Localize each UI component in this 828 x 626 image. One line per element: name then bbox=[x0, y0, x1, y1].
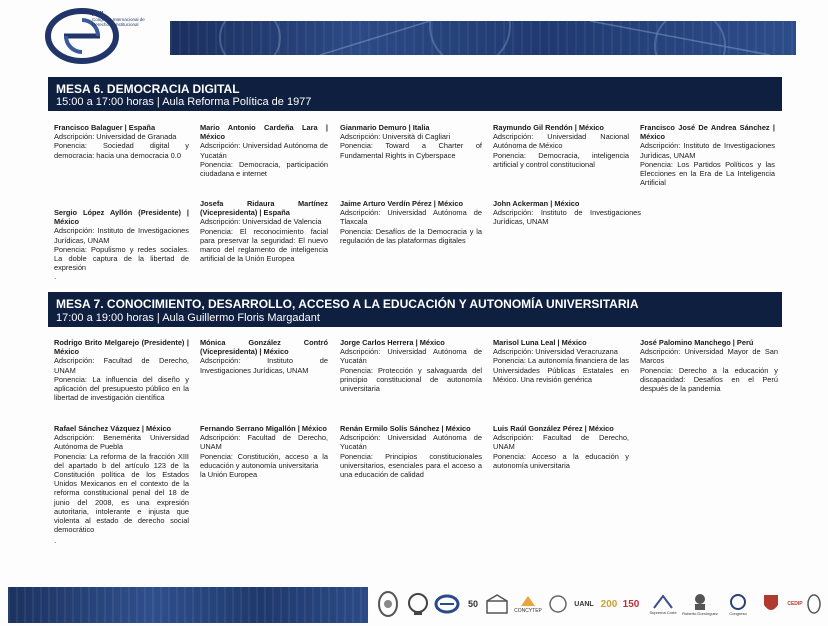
panelist-talk: Ponencia: Los Partidos Políticos y las Elecciones en la Era de La Inteligencia Artificial bbox=[640, 159, 775, 188]
logo-150: 150 bbox=[622, 598, 640, 610]
panelist bbox=[200, 424, 328, 479]
separator-dot: . bbox=[54, 272, 57, 281]
panelist-talk: Ponencia: Toward a Charter of Fundamental Rights in Cyberspace bbox=[340, 141, 482, 160]
logo-50: 50 bbox=[467, 599, 478, 609]
panelist-affiliation: Adscripción: Universidad Autónoma de Yucatán bbox=[340, 347, 482, 366]
logo-caption bbox=[92, 12, 152, 27]
panelist-affiliation: Adscripción: Universidad Autónoma de Yucatán bbox=[200, 141, 328, 160]
header bbox=[0, 0, 828, 70]
logo-unam bbox=[376, 589, 400, 619]
logo-circle bbox=[546, 589, 570, 619]
mesa7-subtitle: 17:00 a 19:00 horas | Aula Guillermo Floris Margadant bbox=[56, 312, 320, 324]
footer-banner bbox=[8, 587, 368, 623]
panelist bbox=[200, 199, 328, 263]
logo-roman: XVI bbox=[92, 11, 104, 18]
panelist bbox=[54, 123, 189, 160]
mesa6-subtitle: 15:00 a 17:00 horas | Aula Reforma Política de 1977 bbox=[56, 96, 312, 108]
logo-cedip: CEDIP bbox=[787, 601, 803, 607]
footer bbox=[0, 583, 828, 626]
panelist-name: Raymundo Gil Rendón | México bbox=[493, 123, 604, 132]
panelist-talk: Ponencia: La reforma de la fracción XIII del apartado b del artículo 123 de la Constitución política de los Estados Unidos Mexicanos en el contexto de la reforma constitucional penal del 18 de junio del 2008, es una expresión autoritaria, intolerante e injusta que violenta al estado de derecho social democrático bbox=[54, 451, 189, 535]
logo-shield bbox=[760, 589, 782, 619]
panelist-affiliation: Adscripción: Facultad de Derecho, UNAM bbox=[54, 356, 189, 375]
panelist bbox=[200, 123, 328, 178]
logo-building bbox=[484, 589, 510, 619]
panelist-talk: Ponencia: Desafíos de la Democracia y la regulación de las plataformas digitales bbox=[340, 226, 482, 245]
panelist-talk: Ponencia: Sociedad digital y democracia: hacia una democracia 0.0 bbox=[54, 141, 189, 160]
panelist bbox=[200, 338, 328, 375]
panelist bbox=[493, 338, 629, 384]
panelist-talk: Ponencia: Democracia, inteligencia artificial y control constitucional bbox=[493, 150, 629, 169]
logo-concytep-label: CONCYTEP bbox=[514, 608, 542, 614]
mesa6-header bbox=[48, 77, 782, 111]
header-banner bbox=[170, 21, 796, 55]
panelist-name: Mónica González Contró (Vicepresidenta) | México bbox=[200, 338, 328, 357]
panelist-name: John Ackerman | México bbox=[493, 199, 580, 208]
panelist-name: Renán Ermilo Solís Sánchez | México bbox=[340, 424, 471, 433]
mesa7-header bbox=[48, 292, 782, 327]
panelist-talk: Ponencia: Derecho a la educación y discapacidad: Desafíos en el Perú después de la pandemia bbox=[640, 365, 778, 394]
panelist-name: Francisco José De Andrea Sánchez | México bbox=[640, 123, 775, 142]
panelist bbox=[640, 338, 778, 393]
panelist-affiliation: Adscripción: Benemérita Universidad Autónoma de Puebla bbox=[54, 433, 189, 452]
panelist-name: Josefa Ridaura Martínez (Vicepresidenta) | España bbox=[200, 199, 328, 218]
panelist-talk: Ponencia: Protección y salvaguarda del principio constitucional de autonomía universitaria bbox=[340, 365, 482, 394]
panelist-affiliation: Adscripción: Universidad de Valencia bbox=[200, 217, 322, 227]
logo-concytep bbox=[514, 589, 542, 619]
panelist-name: José Palomino Manchego | Perú bbox=[640, 338, 754, 347]
panelist-name: Marisol Luna Leal | México bbox=[493, 338, 587, 347]
logo-200: 200 bbox=[600, 598, 618, 610]
panelist-talk: Ponencia: Constitución, acceso a la educación y autonomía universitaria bbox=[200, 451, 328, 470]
panelist-affiliation: Adscripción: Instituto de Investigaciones Jurídicas, UNAM bbox=[200, 356, 328, 375]
logo-roberto-label: Roberto Domínguez bbox=[682, 610, 718, 616]
sponsor-logos bbox=[376, 589, 821, 619]
panelist-talk: Ponencia: Principios constitucionales universitarios, esenciales para el acceso a una educación de calidad bbox=[340, 451, 482, 480]
logo-congreso bbox=[720, 589, 756, 619]
panelist-talk: Ponencia: Acceso a la educación y autonomía universitaria bbox=[493, 451, 629, 470]
panelist bbox=[340, 338, 482, 393]
panelist-talk: Ponencia: El reconocimiento facial para preservar la seguridad: El nuevo marco del reglamento de inteligencia artificial de la Unión Europea bbox=[200, 226, 328, 264]
panelist-affiliation: Adscripción: Instituto de Investigaciones Jurídicas, UNAM bbox=[493, 208, 641, 227]
panelist-talk: Ponencia: La autonomía financiera de las Universidades Públicas Estatales en México. Una revisión genérica bbox=[493, 356, 629, 384]
panelist-affiliation: Adscripción: Facultad de Derecho, UNAM bbox=[493, 433, 629, 452]
panelist bbox=[54, 424, 189, 534]
panelist-name: Luis Raúl González Pérez | México bbox=[493, 424, 614, 433]
panelist-name: Gianmario Demuro | Italia bbox=[340, 123, 430, 132]
panelist-name: Rodrigo Brito Melgarejo (Presidente) | México bbox=[54, 338, 189, 357]
panelist-name: Sergio López Ayllón (Presidente) | México bbox=[54, 208, 189, 227]
panelist bbox=[640, 123, 775, 187]
panelist bbox=[493, 199, 641, 227]
panelist-name: Francisco Balaguer | España bbox=[54, 123, 156, 132]
panelist-name: Jorge Carlos Herrera | México bbox=[340, 338, 445, 347]
panelist-talk: Ponencia: Democracia, participación ciudadana e internet bbox=[200, 159, 328, 179]
panelist bbox=[54, 208, 189, 272]
panelist-affiliation: Adscripción: Universidad Veracruzana bbox=[493, 347, 618, 357]
mesa6-title: MESA 6. DEMOCRACIA DIGITAL bbox=[56, 82, 240, 96]
panelist bbox=[340, 123, 482, 160]
panelist-name: Jaime Arturo Verdín Pérez | México bbox=[340, 199, 463, 208]
panelist bbox=[493, 123, 629, 169]
panelist-name: Mario Antonio Cardeña Lara | México bbox=[200, 123, 328, 142]
panelist-name: Rafael Sánchez Vázquez | México bbox=[54, 424, 172, 433]
panelist-affiliation: Adscripción: Universidad Autónoma de Yucatán bbox=[340, 433, 482, 452]
panelist-name: Fernando Serrano Migallón | México bbox=[200, 424, 327, 433]
logo-inai bbox=[434, 589, 460, 619]
panelist-talk: Ponencia: Populismo y redes sociales. La doble captura de la libertad de expresión bbox=[54, 244, 189, 273]
logo-iij bbox=[406, 589, 430, 619]
separator-dot: . bbox=[54, 536, 57, 545]
panelist-affiliation: Adscripción: Università di Cagliari bbox=[340, 132, 451, 142]
panelist-affiliation: Adscripción: Universidad Mayor de San Marcos bbox=[640, 347, 778, 366]
panelist-affiliation: Adscripción: Universidad Nacional Autónoma de México bbox=[493, 132, 629, 151]
panelist bbox=[493, 424, 629, 470]
panelist-affiliation: Adscripción: Universidad de Granada bbox=[54, 132, 177, 142]
panelist-affiliation: Adscripción: Instituto de Investigaciones Jurídicas, UNAM bbox=[54, 226, 189, 245]
panelist-affiliation: Adscripción: Facultad de Derecho, UNAM bbox=[200, 433, 328, 452]
logo-congreso-label: Congreso bbox=[729, 610, 747, 616]
mesa7-title: MESA 7. CONOCIMIENTO, DESARROLLO, ACCESO A LA EDUCACIÓN Y AUTONOMÍA UNIVERSITARIA bbox=[56, 297, 639, 311]
panelist-affiliation: Adscripción: Instituto de Investigaciones Jurídicas, UNAM bbox=[640, 141, 775, 160]
panelist-extra: la Unión Europea bbox=[200, 470, 258, 480]
logo-text: Congreso Internacional de Derecho Constitucional bbox=[92, 17, 145, 27]
panelist bbox=[340, 199, 482, 245]
logo-seal bbox=[806, 589, 821, 619]
logo-suprema-corte bbox=[646, 589, 680, 619]
panelist bbox=[340, 424, 482, 479]
panelist bbox=[54, 338, 189, 402]
logo-uanl: UANL bbox=[574, 600, 594, 608]
panelist-talk: Ponencia: La influencia del diseño y aplicación del presupuesto público en la libertad de investigación científica bbox=[54, 374, 189, 403]
logo-suprema-corte-label: Suprema Corte bbox=[649, 609, 677, 615]
panelist-affiliation: Adscripción: Universidad Autónoma de Tlaxcala bbox=[340, 208, 482, 227]
logo-roberto-dominguez bbox=[682, 589, 718, 619]
